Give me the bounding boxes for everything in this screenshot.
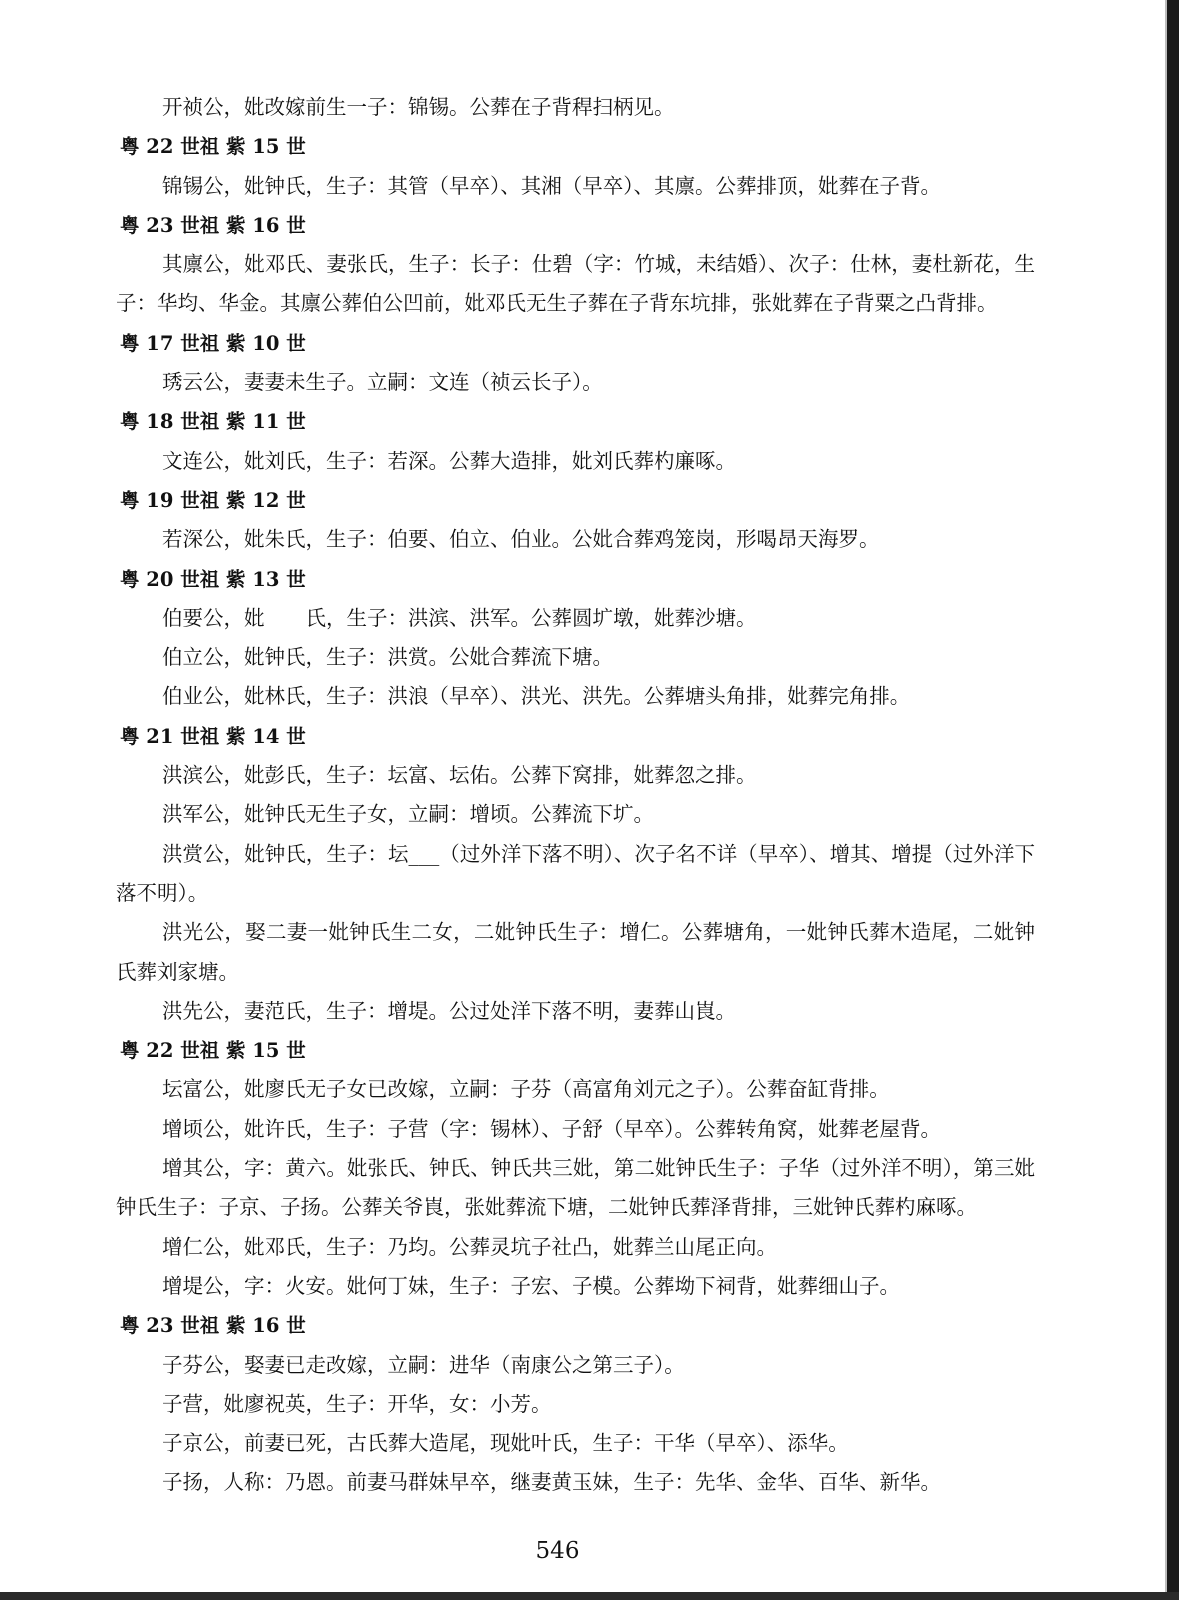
- text-line: 洪滨公，妣彭氏，生子：坛富、坛佑。公葬下窝排，妣葬忽之排。: [162, 763, 757, 788]
- text-paragraph: 其廪公，妣邓氏、妻张氏，生子：长子：仕碧（字：竹城，未结婚）、次子：仕林，妻杜新花，生子：华均、华金。其廪公葬伯公凹前，妣邓氏无生子葬在子背东坑排，张妣葬在子背粟之凸背排。: [116, 252, 1035, 316]
- page-body: [0, 88, 1150, 1503]
- text-line: 子营，妣廖祝英，生子：开华，女：小芳。: [162, 1391, 552, 1416]
- generation-heading: 粤 22 世祖 紫 15 世: [120, 135, 306, 159]
- page-edge: [1167, 0, 1179, 1600]
- text-line: 增顷公，妣许氏，生子：子营（字：锡林）、子舒（早卒）。公葬转角窝，妣葬老屋背。: [162, 1116, 941, 1141]
- text-line: 坛富公，妣廖氏无子女已改嫁，立嗣：子芬（高富角刘元之子）。公葬奋缸背排。: [162, 1077, 890, 1102]
- text-line: 伯立公，妣钟氏，生子：洪赏。公妣合葬流下塘。: [162, 645, 613, 670]
- text-line: 伯要公，妣 氏，生子：洪滨、洪军。公葬圆圹墩，妣葬沙塘。: [162, 605, 757, 630]
- generation-heading: 粤 21 世祖 紫 14 世: [120, 724, 306, 748]
- text-line: 子京公，前妻已死，古氏葬大造尾，现妣叶氏，生子：干华（早卒）、添华。: [162, 1431, 849, 1456]
- generation-heading: 粤 17 世祖 紫 10 世: [120, 331, 306, 355]
- text-line: 子扬，人称：乃恩。前妻马群妹早卒，继妻黄玉妹，生子：先华、金华、百华、新华。: [162, 1470, 941, 1495]
- text-line: 洪先公，妻范氏，生子：增堤。公过处洋下落不明，妻葬山崀。: [162, 998, 736, 1023]
- generation-heading: 粤 23 世祖 紫 16 世: [120, 1314, 306, 1338]
- page-number: 546: [535, 1538, 580, 1564]
- text-line: 若深公，妣朱氏，生子：伯要、伯立、伯业。公妣合葬鸡笼岗，形喝昂天海罗。: [162, 527, 880, 552]
- generation-heading: 粤 22 世祖 紫 15 世: [120, 1039, 306, 1063]
- generation-heading: 粤 20 世祖 紫 13 世: [120, 567, 306, 591]
- text-line: 琇云公，妻妻未生子。立嗣：文连（祯云长子）。: [162, 370, 603, 395]
- text-line: 开祯公，妣改嫁前生一子：锦锡。公葬在子背稈扫柄见。: [162, 95, 675, 119]
- text-line: 文连公，妣刘氏，生子：若深。公葬大造排，妣刘氏葬杓廉啄。: [162, 448, 736, 473]
- bottom-edge: [0, 1592, 1179, 1600]
- text-line: 锦锡公，妣钟氏，生子：其管（早卒）、其湘（早卒）、其廪。公葬排顶，妣葬在子背。: [162, 173, 941, 198]
- text-paragraph: 增其公，字：黄六。妣张氏、钟氏、钟氏共三妣，第二妣钟氏生子：子华（过外洋不明），第三妣钟氏生子：子京、子扬。公葬关爷崀，张妣葬流下塘，二妣钟氏葬泽背排，三妣钟氏葬杓麻啄。: [116, 1156, 1035, 1220]
- text-line: 增仁公，妣邓氏，生子：乃均。公葬灵坑子社凸，妣葬兰山尾正向。: [162, 1234, 777, 1259]
- text-paragraph: 洪赏公，妣钟氏，生子：坛___（过外洋下落不明）、次子名不详（早卒）、增其、增提（过外洋下落不明）。: [116, 841, 1035, 905]
- generation-heading: 粤 23 世祖 紫 16 世: [120, 213, 306, 237]
- text-line: 伯业公，妣林氏，生子：洪浪（早卒）、洪光、洪先。公葬塘头角排，妣葬完角排。: [162, 684, 911, 709]
- text-paragraph: 洪光公，娶二妻一妣钟氏生二女，二妣钟氏生子：增仁。公葬塘角，一妣钟氏葬木造尾，二妣钟氏葬刘家塘。: [116, 920, 1035, 984]
- generation-heading: 粤 19 世祖 紫 12 世: [120, 488, 306, 512]
- text-line: 增堤公，字：火安。妣何丁妹，生子：子宏、子模。公葬坳下祠背，妣葬细山子。: [162, 1273, 900, 1298]
- text-line: 洪军公，妣钟氏无生子女，立嗣：增顷。公葬流下圹。: [162, 802, 654, 827]
- text-line: 子芬公，娶妻已走改嫁，立嗣：进华（南康公之第三子）。: [162, 1352, 685, 1377]
- generation-heading: 粤 18 世祖 紫 11 世: [120, 410, 306, 434]
